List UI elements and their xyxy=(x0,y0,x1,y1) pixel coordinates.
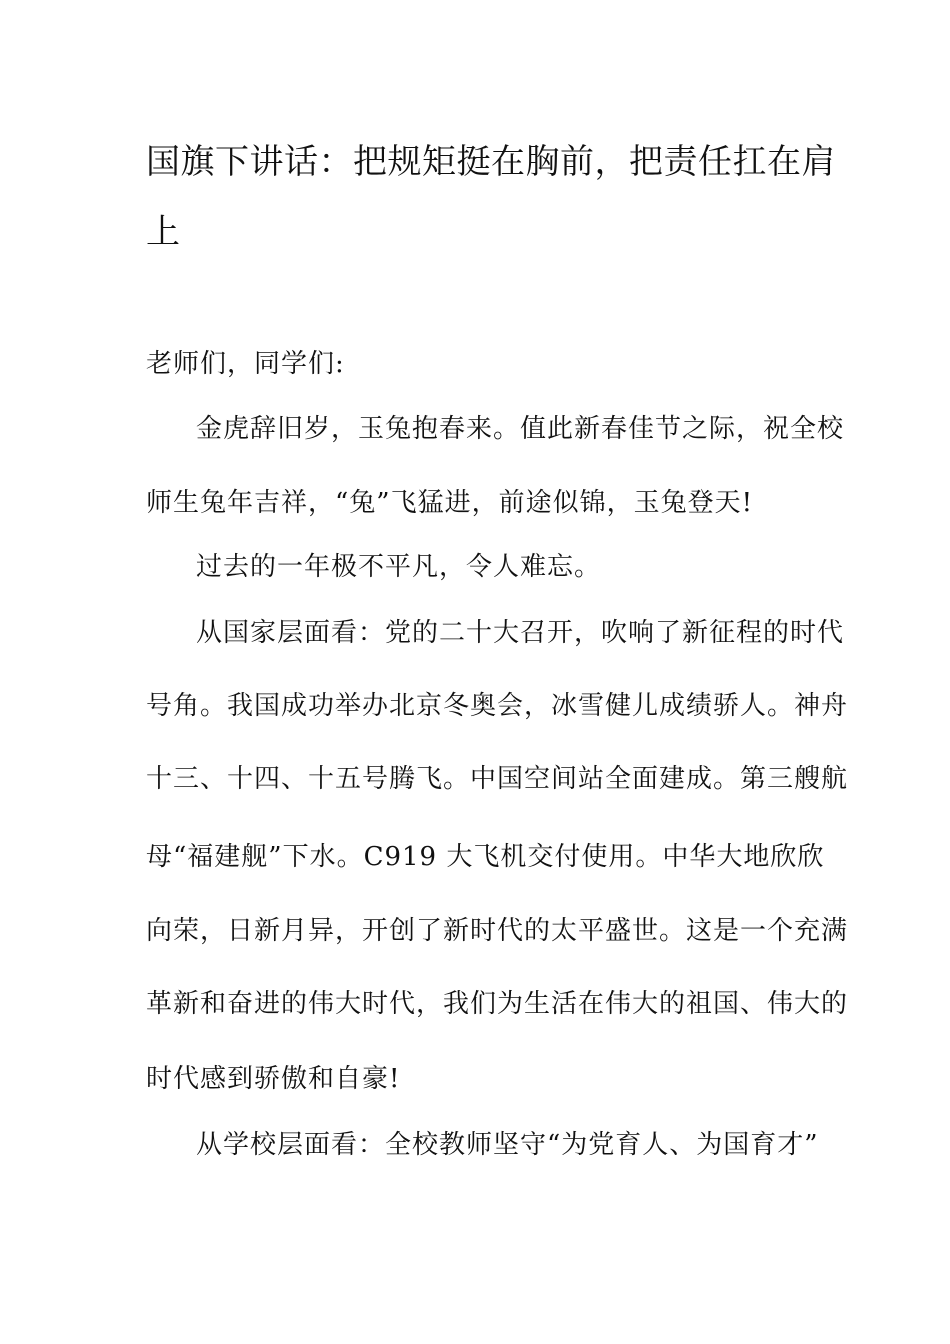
paragraph-2-line-1: 过去的一年极不平凡，令人难忘。 xyxy=(196,552,602,582)
document-title-line-2: 上 xyxy=(146,212,181,252)
paragraph-3-line-2: 号角。我国成功举办北京冬奥会，冰雪健儿成绩骄人。神舟 xyxy=(146,691,849,721)
paragraph-3-line-5: 向荣，日新月异，开创了新时代的太平盛世。这是一个充满 xyxy=(146,916,849,946)
paragraph-1-line-1: 金虎辞旧岁，玉兔抱春来。值此新春佳节之际，祝全校 xyxy=(196,414,845,444)
paragraph-3-line-6: 革新和奋进的伟大时代，我们为生活在伟大的祖国、伟大的 xyxy=(146,989,849,1019)
greeting: 老师们，同学们: xyxy=(146,349,345,379)
paragraph-3-line-4: 母“福建舰”下水。C919 大飞机交付使用。中华大地欣欣 xyxy=(146,842,825,872)
paragraph-3-line-3: 十三、十四、十五号腾飞。中国空间站全面建成。第三艘航 xyxy=(146,764,849,794)
paragraph-4-line-1: 从学校层面看：全校教师坚守“为党育人、为国育才” xyxy=(196,1130,819,1160)
document-title-line-1: 国旗下讲话：把规矩挺在胸前，把责任扛在肩 xyxy=(146,142,836,182)
paragraph-3-line-7: 时代感到骄傲和自豪! xyxy=(146,1064,401,1094)
paragraph-1-line-2: 师生兔年吉祥，“兔”飞猛进，前途似锦，玉兔登天! xyxy=(146,488,754,518)
paragraph-3-line-1: 从国家层面看：党的二十大召开，吹响了新征程的时代 xyxy=(196,618,845,648)
